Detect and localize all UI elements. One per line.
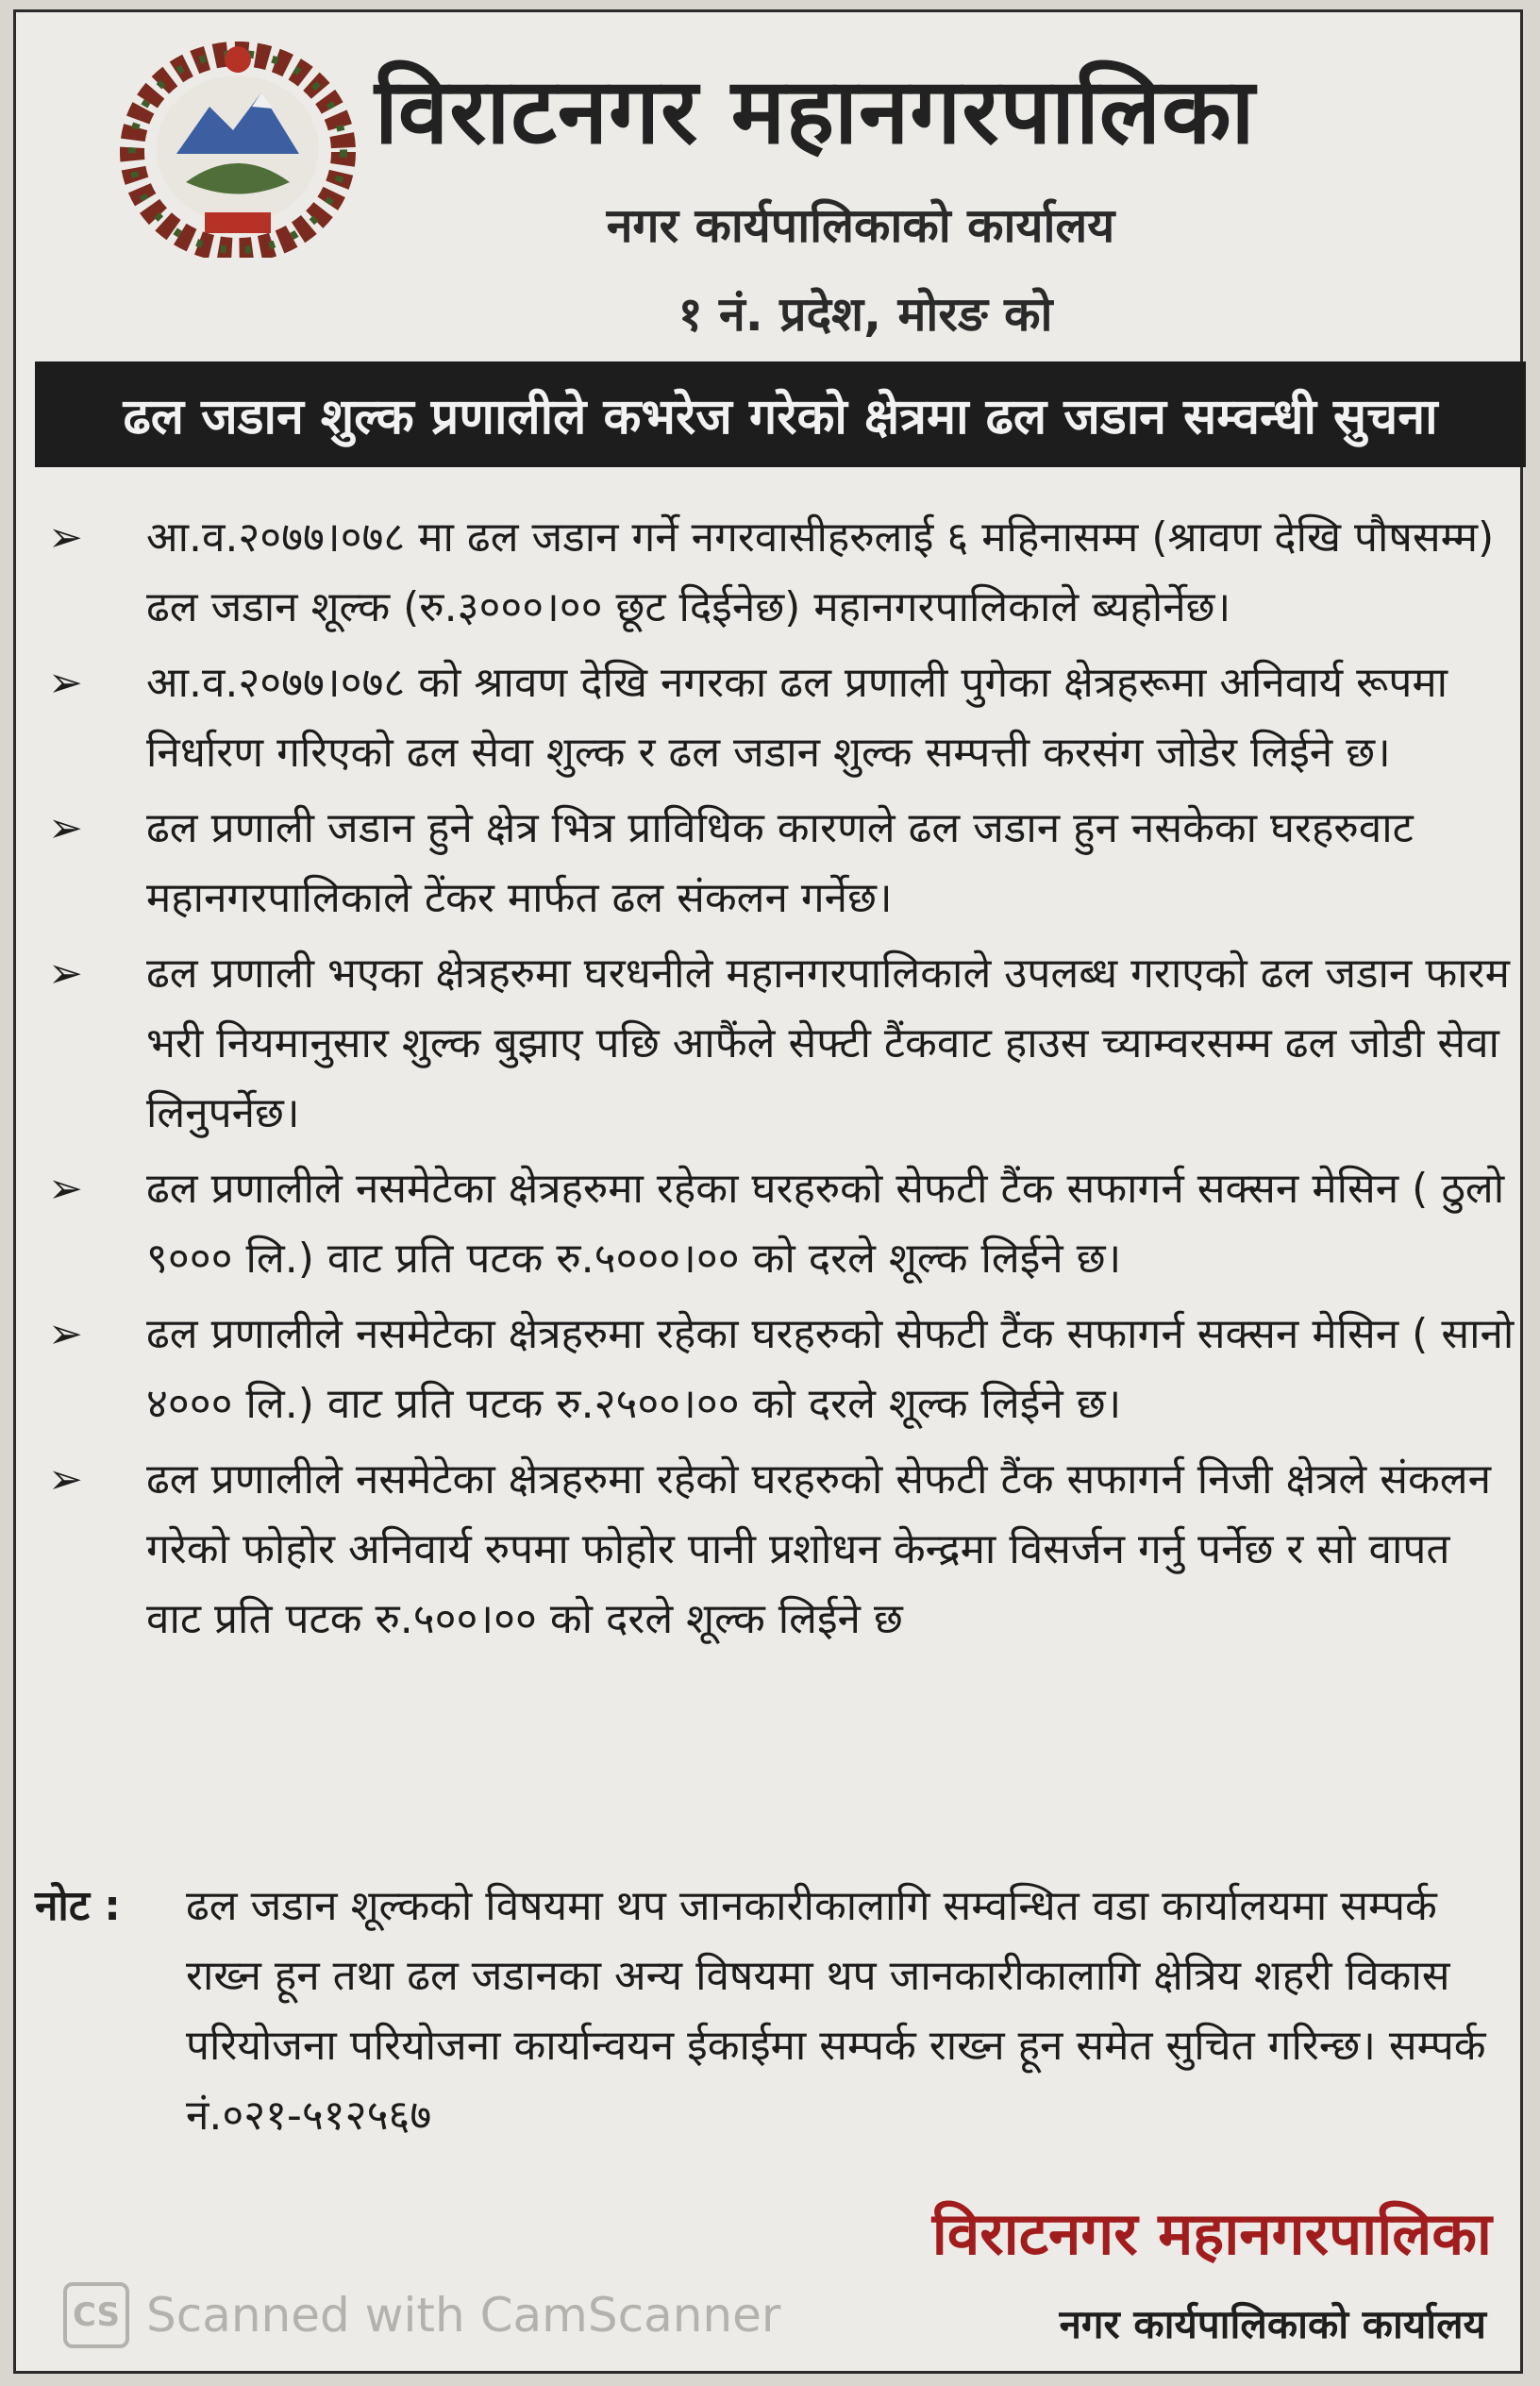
arrow-bullet-icon: ➢	[48, 1310, 83, 1358]
point-text: ढल प्रणाली भएका क्षेत्रहरुमा घरधनीले महानगरपालिकाले उपलब्ध गराएको ढल जडान फारम भरी नियमानुसार शुल्क बुझाए पछि आफैंले सेफ्टी टैंकवाट हाउस च्याम्वरसम्म ढल जोडी सेवा लिनुपर्नेछ।	[146, 949, 1510, 1137]
list-item	[35, 939, 1526, 1149]
scanner-watermark	[63, 2277, 780, 2353]
note-label: नोट :	[35, 1882, 121, 1930]
arrow-bullet-icon: ➢	[48, 804, 83, 852]
signature-office: नगर कार्यपालिकाको कार्यालय	[1059, 2301, 1486, 2347]
arrow-bullet-icon: ➢	[48, 949, 83, 998]
point-text: ढल प्रणालीले नसमेटेका क्षेत्रहरुमा रहेको घरहरुको सेफटी टैंक सफागर्न निजी क्षेत्रले संकलन गरेको फोहोर अनिवार्य रुपमा फोहोर पानी प्रशोधन केन्द्रमा विसर्जन गर्नु पर्नेछ र सो वापत वाट प्रति पटक रु.५००।०० को दरले शूल्क लिईने छ	[146, 1455, 1492, 1643]
list-item	[35, 648, 1526, 788]
location-subtitle: १ नं. प्रदेश, मोरङ को	[678, 287, 1053, 342]
list-item	[35, 1300, 1526, 1439]
list-item	[35, 1445, 1526, 1655]
camscanner-logo-icon: CS	[63, 2282, 129, 2348]
arrow-bullet-icon: ➢	[48, 1455, 83, 1504]
point-text: ढल प्रणाली जडान हुने क्षेत्र भित्र प्राविधिक कारणले ढल जडान हुन नसकेका घरहरुवाट महानगरपालिकाले टेंकर मार्फत ढल संकलन गर्नेछ।	[146, 804, 1414, 922]
page-title: विराटनगर महानगरपालिका	[375, 59, 1256, 164]
list-item	[35, 794, 1526, 933]
list-item	[35, 503, 1526, 643]
notice-points-list	[35, 503, 1526, 1660]
point-text: ढल प्रणालीले नसमेटेका क्षेत्रहरुमा रहेका घरहरुको सेफटी टैंक सफागर्न सक्सन मेसिन ( ठुलो ९००० लि.) वाट प्रति पटक रु.५०००।०० को दरले शूल्क लिईने छ।	[146, 1165, 1505, 1283]
note-text: ढल जडान शूल्कको विषयमा थप जानकारीकालागि सम्वन्धित वडा कार्यालयमा सम्पर्क राख्न हून तथा ढल जडानका अन्य विषयमा थप जानकारीकालागि क्षेत्रिय शहरी विकास परियोजना परियोजना कार्यान्वयन ईकाईमा सम्पर्क राख्न हून समेत सुचित गरिन्छ। सम्पर्क नं.०२१-५१२५६७	[186, 1882, 1486, 2140]
signature-org: विराटनगर महानगरपालिका	[931, 2199, 1492, 2268]
point-text: आ.व.२०७७।०७८ मा ढल जडान गर्ने नगरवासीहरुलाई ६ महिनासम्म (श्रावण देखि पौषसम्म) ढल जडान शूल्क (रु.३०००।०० छूट दिईनेछ) महानगरपालिकाले ब्यहोर्नेछ।	[146, 513, 1495, 631]
banner-title: ढल जडान शुल्क प्रणालीले कभरेज गरेको क्षेत्रमा ढल जडान सम्वन्धी सुचना	[123, 388, 1438, 445]
arrow-bullet-icon: ➢	[48, 1165, 83, 1213]
office-subtitle: नगर कार्यपालिकाको कार्यालय	[606, 198, 1115, 253]
note-section	[35, 1872, 1526, 2151]
list-item	[35, 1154, 1526, 1294]
notice-page	[13, 9, 1523, 2374]
notice-banner	[35, 361, 1526, 467]
point-text: ढल प्रणालीले नसमेटेका क्षेत्रहरुमा रहेका घरहरुको सेफटी टैंक सफागर्न सक्सन मेसिन ( सानो ४००० लि.) वाट प्रति पटक रु.२५००।०० को दरले शूल्क लिईने छ।	[146, 1310, 1515, 1428]
arrow-bullet-icon: ➢	[48, 513, 83, 562]
point-text: आ.व.२०७७।०७८ को श्रावण देखि नगरका ढल प्रणाली पुगेका क्षेत्रहरूमा अनिवार्य रूपमा निर्धारण गरिएको ढल सेवा शुल्क र ढल जडान शुल्क सम्पत्ती करसंग जोडेर लिईने छ।	[146, 659, 1448, 777]
watermark-text: Scanned with CamScanner	[146, 2288, 781, 2343]
arrow-bullet-icon: ➢	[48, 659, 83, 707]
